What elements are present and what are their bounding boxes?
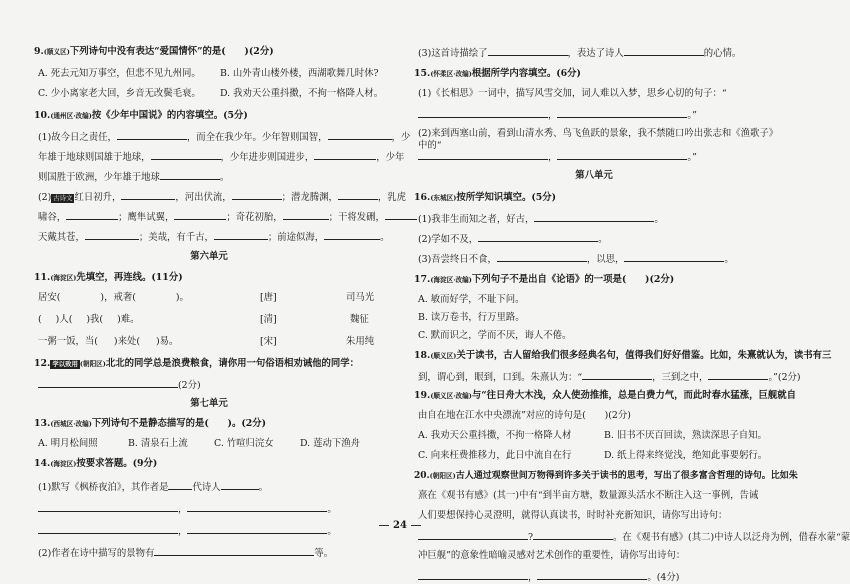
blank[interactable] [151, 150, 221, 160]
q17-option-a: A. 敏而好学，不耻下问。 [418, 294, 525, 305]
q10-line3: 则国胜于欧洲，少年雄于地球 。 [38, 172, 230, 183]
q16-line3: (3)吾尝终日不食， ，以思， 。 [418, 254, 734, 265]
blank[interactable] [38, 524, 178, 534]
unit7-heading: 第七单元 [190, 398, 228, 409]
unit8-heading: 第八单元 [575, 170, 613, 181]
q17-option-b: B. 读万卷书，行万里路。 [418, 312, 525, 323]
page-number: 24 [360, 520, 440, 531]
q12-answer-line: (2分) [38, 378, 201, 392]
blank[interactable] [557, 108, 687, 118]
blank[interactable] [418, 108, 548, 118]
blank[interactable] [497, 252, 587, 262]
blank[interactable] [418, 150, 548, 160]
q10-line6: 天戴其苍， ；美哉，有千古， ；前途似海， 。 [38, 232, 390, 243]
q19-line2: 由自在地在江水中央漂流”对应的诗句是( )(2分) [418, 410, 631, 421]
q13-option-b: B. 清泉石上流 [128, 438, 188, 449]
q10-line5: 啸谷， ；鹰隼试翼， ；奇花初胎， ；干将发硎， [38, 210, 417, 224]
blank[interactable] [314, 150, 376, 160]
q14-line3-continued: (3)这首诗描绘了 ，表达了诗人 的心情。 [418, 48, 742, 59]
blank[interactable] [187, 524, 327, 534]
blank[interactable] [708, 370, 768, 380]
blank[interactable] [418, 530, 528, 540]
q19-option-d: D. 纸上得来终觉浅，绝知此事要躬行。 [604, 450, 768, 461]
q17-option-c: C. 默而识之，学而不厌，诲人不倦。 [418, 330, 572, 341]
q15-line3: (2)来到西塞山前，看到山清水秀、鸟飞鱼跃的景象，我不禁随口吟出张志和《渔歌子》中的“ [418, 128, 774, 151]
blank[interactable] [232, 190, 282, 200]
q16-stem: 16.(东城区)按所学知识填空。(5分) [414, 192, 557, 203]
q20-line3: 人们要想保持心灵澄明，就得认真读书，时时补充新知识，请你写出诗句： [418, 510, 728, 521]
blank[interactable] [478, 232, 598, 242]
q13-option-a: A. 明月松间照 [38, 438, 98, 449]
blank[interactable] [283, 210, 329, 220]
blank[interactable] [338, 190, 378, 200]
q14-line4: (2)作者在诗中描写的景物有 等。 [38, 548, 334, 559]
q11-author-2: 魏征 [350, 314, 369, 325]
q19-option-c: C. 向来枉费推移力，此日中流自在行 [418, 450, 572, 461]
blank[interactable] [221, 480, 259, 490]
q14-answer-line-1: ， 。 [38, 502, 337, 516]
q10-stem: 10.(通州区·改编)按《少年中国说》的内容填空。(5分) [34, 110, 248, 121]
q15-line2: ， 。” [418, 108, 697, 122]
q11-author-3: 朱用纯 [346, 336, 375, 347]
blank[interactable] [324, 230, 380, 240]
blank[interactable] [38, 378, 178, 388]
q14-line1: (1)默写《枫桥夜泊》，其作者是 代诗人 。 [38, 482, 268, 493]
blank[interactable] [385, 210, 417, 220]
q17-stem: 17.(海淀区·改编)下列句子不是出自《论语》的一项是( )(2分) [414, 274, 675, 285]
unit6-heading: 第六单元 [190, 251, 228, 262]
footer-dash-right [411, 525, 421, 526]
q11-stem: 11.(海淀区)先填空，再连线。(11分) [34, 272, 183, 283]
q14-stem: 14.(海淀区)按要求答题。(9分) [34, 458, 158, 469]
blank[interactable] [533, 530, 613, 540]
q11-dynasty-3: [宋] [260, 336, 277, 347]
q13-stem: 13.(西城区·改编)下列诗句不是静态描写的是( )。(2分) [34, 418, 267, 429]
q20-line6: ， 。(4分) [418, 570, 679, 584]
q13-option-c: C. 竹喧归浣女 [214, 438, 274, 449]
blank[interactable] [328, 130, 392, 140]
blank[interactable] [174, 210, 226, 220]
q9-option-b: B. 山外青山楼外楼，西湖歌舞几时休? [220, 68, 379, 79]
q9-option-d: D. 我劝天公重抖擞，不拘一格降人材。 [220, 88, 384, 99]
q10-line4: (2) 古诗文 红日初升， ，河出伏流， ；潜龙腾渊， ，乳虎 [38, 192, 407, 203]
q16-line1: (1)我非生而知之者，好古， 。 [418, 214, 664, 225]
blank[interactable] [117, 130, 187, 140]
blank[interactable] [214, 230, 268, 240]
q20-line2: 熹在《观书有感》(其一)中有“到半亩方塘，数量源头活水不断注入这一事例，告诫 [418, 490, 759, 501]
q16-line2: (2)学如不及， 。 [418, 234, 608, 245]
q19-option-a: A. 我劝天公重抖擞，不拘一格降人材 [418, 430, 572, 441]
q19-option-b: B. 旧书不厌百回读，熟读深思子自知。 [604, 430, 767, 441]
q20-line4: ? 。在《观书有感》(其二)中诗人以泛舟为例，借春水蒙“蒙 [418, 530, 850, 544]
blank[interactable] [488, 46, 568, 56]
q15-line1: (1)《长相思》一词中，描写风雪交加，词人难以入梦，思乡心切的句子：“ [418, 88, 727, 99]
q20-stem: 20.(朝阳区)古人通过观察世间万物得到许多关于读书的思考，写出了很多富含哲理的诗句。比如朱 [414, 471, 798, 481]
q11-row1: 居安( )，戒奢( )。 [38, 292, 189, 303]
blank[interactable] [557, 150, 687, 160]
blank[interactable] [582, 370, 652, 380]
blank[interactable] [154, 546, 314, 556]
q11-dynasty-1: [唐] [260, 292, 277, 303]
blank[interactable] [187, 502, 327, 512]
q18-stem: 18.(顺义区)关于读书，古人留给我们很多经典名句，值得我们好好借鉴。比如，朱熹就认为，读书有三 [414, 350, 832, 361]
q19-stem: 19.(顺义区·改编)与“往日舟大木浅，众人使劲推推，总是白费力气，而此时春水猛涨，巨舰就自 [414, 390, 796, 401]
blank[interactable] [85, 230, 139, 240]
q10-line1: (1)故今日之责任， ，而全在我少年。少年智则国智， ，少 [38, 132, 411, 143]
q13-option-d: D. 莲动下渔舟 [300, 438, 361, 449]
q10-line2: 年雄于地球则国雄于地球， ，少年进步则国进步， ，少年 [38, 152, 405, 163]
blank[interactable] [624, 46, 704, 56]
q14-answer-line-2: ， 。 [38, 524, 337, 538]
blank[interactable] [418, 570, 528, 580]
q18-line2: 到，谓心到，眼到，口到。朱熹认为：“ ，三到之中， 。”(2分) [418, 372, 801, 383]
blank[interactable] [624, 252, 724, 262]
q11-row2: ( )人( )我( )难。 [38, 314, 140, 325]
q9-stem: 9.(顺义区)下列诗句中没有表达“爱国情怀”的是( )(2分) [34, 46, 274, 57]
q11-dynasty-2: [清] [260, 314, 277, 325]
q11-author-1: 司马光 [346, 292, 375, 303]
blank[interactable] [66, 210, 118, 220]
blank[interactable] [168, 480, 192, 490]
q15-line4: ， 。” [418, 150, 697, 164]
blank[interactable] [160, 170, 220, 180]
blank[interactable] [38, 502, 178, 512]
q9-option-c: C. 少小离家老大回，乡音无改鬓毛衰。 [38, 88, 201, 99]
blank[interactable] [534, 212, 654, 222]
q20-line5: 冲巨舰”的意象性暗喻灵感对艺术创作的重要性，请你写出诗句： [418, 550, 686, 561]
footer-dash-left [379, 525, 389, 526]
q11-row3: 一粥一饭，当( )来处( )易。 [38, 336, 179, 347]
q12-stem: 12. 学以致用 (朝阳区)北北的同学总是浪费粮食，请你用一句俗语相劝诫他的同学： [34, 358, 360, 369]
q9-option-a: A. 死去元知万事空，但悲不见九州同。 [38, 68, 201, 79]
blank[interactable] [537, 570, 647, 580]
q15-stem: 15.(怀柔区·改编)根据所学内容填空。(6分) [414, 68, 581, 79]
blank[interactable] [121, 190, 175, 200]
